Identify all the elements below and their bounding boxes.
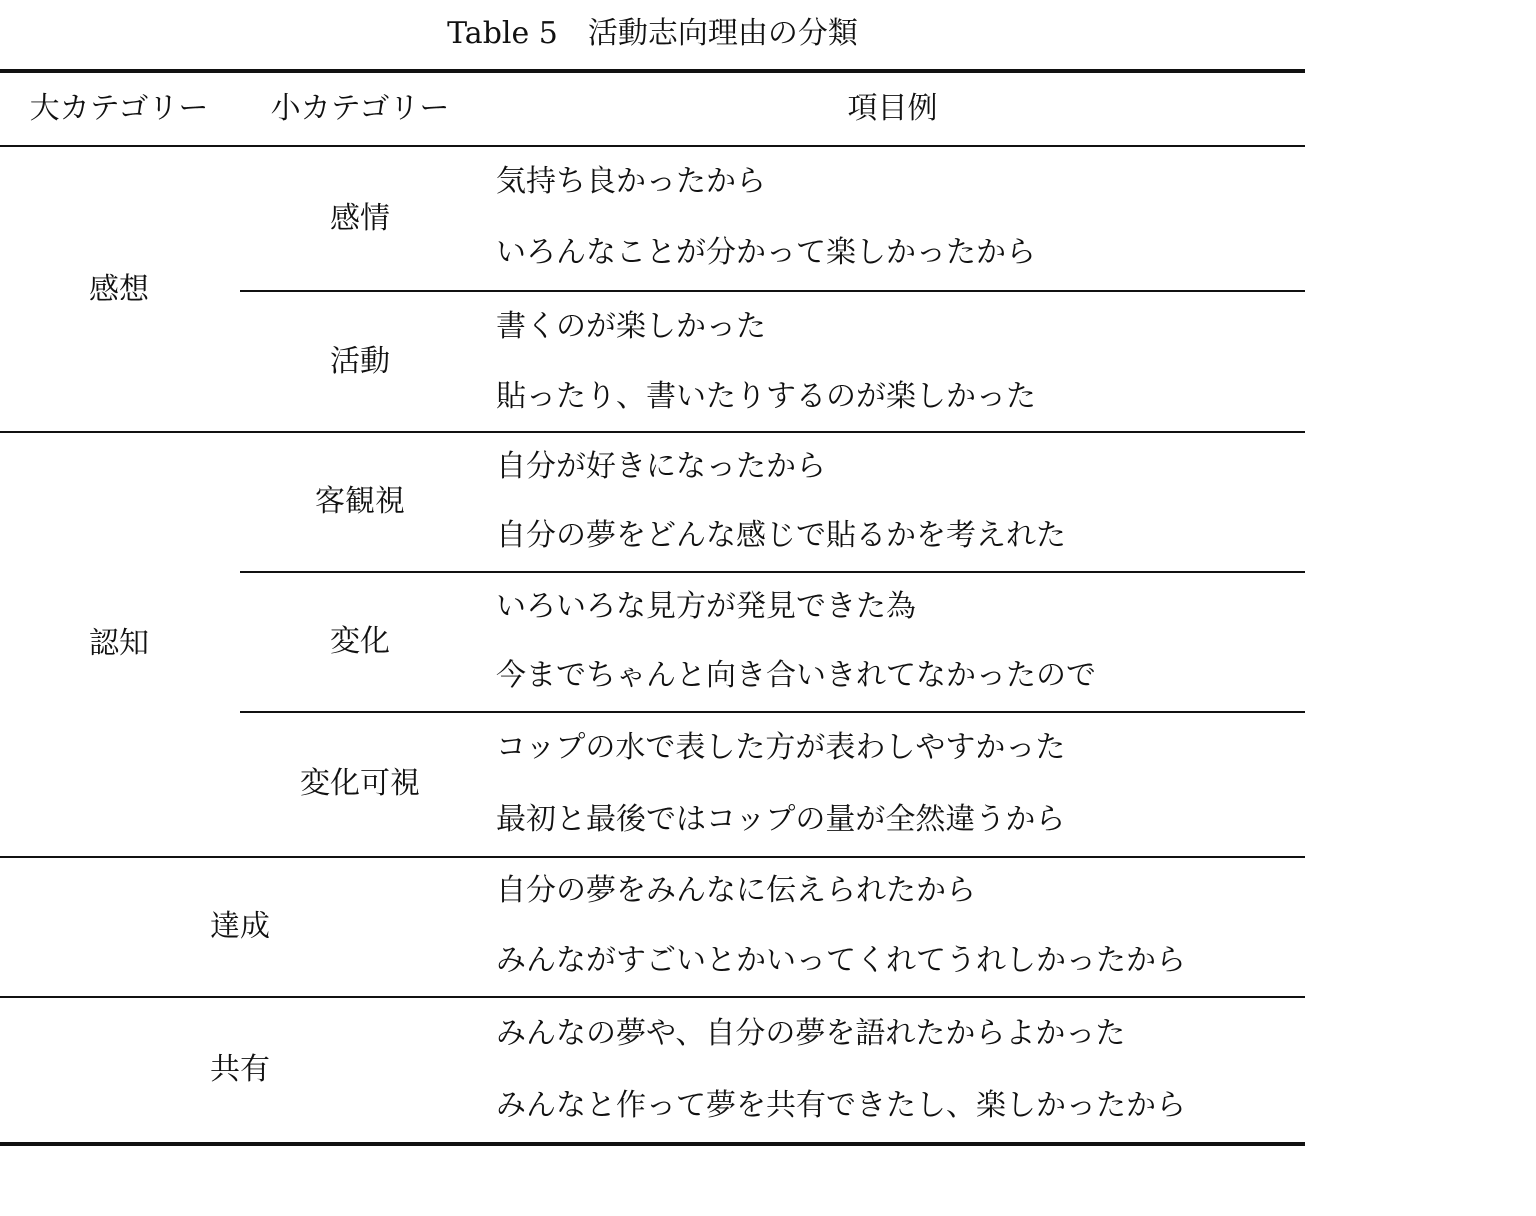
header-major-category: 大カテゴリー [29,91,209,126]
example-item: みんなの夢や、自分の夢を語れたからよかった [496,1016,1126,1051]
header-rule [0,145,1305,147]
merged-category-cell: 共有 [210,1052,270,1087]
group-rule [0,431,1305,433]
minor-category-cell: 感情 [330,201,390,236]
minor-category-cell: 変化 [330,624,390,659]
example-item: みんながすごいとかいってくれてうれしかったから [496,943,1186,978]
example-item: 自分の夢をみんなに伝えられたから [496,873,976,908]
subgroup-rule [240,290,1305,292]
example-item: 今までちゃんと向き合いきれてなかったので [496,658,1096,693]
header-minor-category: 小カテゴリー [270,91,450,126]
table-caption: Table 5 活動志向理由の分類 [447,16,858,51]
example-item: いろいろな見方が発見できた為 [496,589,916,624]
example-item: みんなと作って夢を共有できたし、楽しかったから [496,1088,1186,1123]
major-category-cell: 感想 [89,272,149,307]
example-item: 貼ったり、書いたりするのが楽しかった [496,379,1036,414]
top-rule [0,69,1305,73]
example-item: 気持ち良かったから [496,164,766,199]
example-item: 自分の夢をどんな感じで貼るかを考えれた [496,518,1066,553]
example-item: 最初と最後ではコップの量が全然違うから [496,802,1066,837]
subgroup-rule [240,711,1305,713]
example-item: コップの水で表した方が表わしやすかった [496,730,1066,765]
header-example-items: 項目例 [847,91,938,126]
minor-category-cell: 活動 [330,344,390,379]
bottom-rule [0,1142,1305,1146]
example-item: 書くのが楽しかった [496,309,766,344]
group-rule [0,996,1305,998]
minor-category-cell: 変化可視 [300,766,420,801]
major-category-cell: 認知 [89,626,149,661]
minor-category-cell: 客観視 [315,484,405,519]
example-item: 自分が好きになったから [496,449,826,484]
subgroup-rule [240,571,1305,573]
group-rule [0,856,1305,858]
merged-category-cell: 達成 [210,909,270,944]
example-item: いろんなことが分かって楽しかったから [496,235,1036,270]
